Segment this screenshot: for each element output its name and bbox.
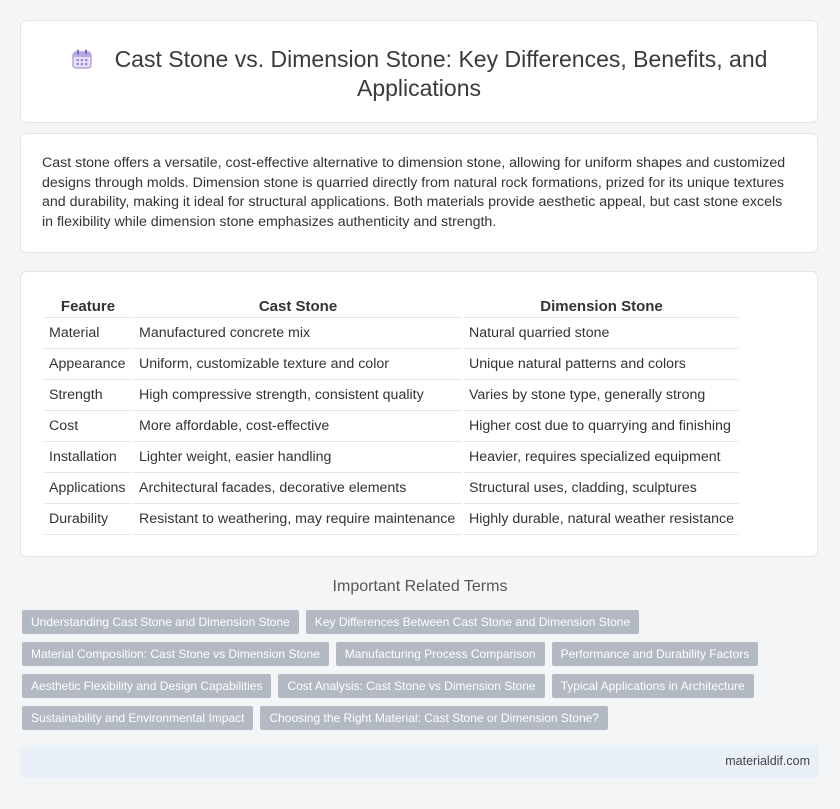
related-term-tag[interactable]: Cost Analysis: Cast Stone vs Dimension Stone: [278, 674, 544, 698]
feature-cell: Cost: [44, 411, 132, 442]
comparison-card: [20, 271, 818, 557]
table-row: [44, 349, 739, 380]
table-row: [44, 504, 739, 535]
table-row: [44, 411, 739, 442]
table-header-row: [44, 295, 739, 318]
intro-paragraph: Cast stone offers a versatile, cost-effective alternative to dimension stone, allowing for uniform shapes and customized designs through molds. Dimension stone is quarried directly from natural rock formations, prized for its unique textures and durability, making it ideal for structural applications. Both materials provide aesthetic appeal, but cast stone excels in flexibility while dimension stone emphasizes authenticity and strength.: [42, 155, 786, 230]
tag-row: [22, 610, 802, 634]
cast-stone-cell: High compressive strength, consistent quality: [134, 380, 462, 411]
related-term-tag[interactable]: Aesthetic Flexibility and Design Capabilities: [22, 674, 271, 698]
related-term-tag[interactable]: Key Differences Between Cast Stone and Dimension Stone: [306, 610, 639, 634]
tag-row: [22, 642, 802, 666]
related-term-tag[interactable]: Manufacturing Process Comparison: [336, 642, 545, 666]
header-dimension-stone: Dimension Stone: [464, 295, 739, 318]
feature-cell: Material: [44, 318, 132, 349]
feature-cell: Appearance: [44, 349, 132, 380]
title-card: [20, 20, 818, 123]
footer-site-link[interactable]: materialdif.com: [725, 754, 810, 768]
related-terms-list: [22, 610, 802, 738]
footer-bar: [20, 745, 819, 778]
related-term-tag[interactable]: Material Composition: Cast Stone vs Dimension Stone: [22, 642, 329, 666]
related-term-tag[interactable]: Understanding Cast Stone and Dimension Stone: [22, 610, 299, 634]
dimension-stone-cell: Higher cost due to quarrying and finishing: [464, 411, 739, 442]
dimension-stone-cell: Natural quarried stone: [464, 318, 739, 349]
cast-stone-cell: Lighter weight, easier handling: [134, 442, 462, 473]
feature-cell: Applications: [44, 473, 132, 504]
cast-stone-cell: Architectural facades, decorative elements: [134, 473, 462, 504]
tag-row: [22, 706, 802, 730]
dimension-stone-cell: Heavier, requires specialized equipment: [464, 442, 739, 473]
comparison-table: [42, 295, 741, 535]
feature-cell: Durability: [44, 504, 132, 535]
related-term-tag[interactable]: Choosing the Right Material: Cast Stone or Dimension Stone?: [260, 706, 608, 730]
calendar-icon: [71, 48, 93, 70]
related-term-tag[interactable]: Performance and Durability Factors: [552, 642, 759, 666]
dimension-stone-cell: Highly durable, natural weather resistance: [464, 504, 739, 535]
related-term-tag[interactable]: Sustainability and Environmental Impact: [22, 706, 253, 730]
intro-card: [20, 133, 818, 253]
cast-stone-cell: Resistant to weathering, may require maintenance: [134, 504, 462, 535]
related-terms-heading: Important Related Terms: [332, 578, 508, 595]
cast-stone-cell: More affordable, cost-effective: [134, 411, 462, 442]
dimension-stone-cell: Unique natural patterns and colors: [464, 349, 739, 380]
header-feature: Feature: [44, 295, 132, 318]
table-row: [44, 442, 739, 473]
cast-stone-cell: Manufactured concrete mix: [134, 318, 462, 349]
dimension-stone-cell: Varies by stone type, generally strong: [464, 380, 739, 411]
page-title-wrap: [21, 45, 817, 103]
table-row: [44, 380, 739, 411]
table-row: [44, 318, 739, 349]
tag-row: [22, 674, 802, 698]
dimension-stone-cell: Structural uses, cladding, sculptures: [464, 473, 739, 504]
feature-cell: Strength: [44, 380, 132, 411]
cast-stone-cell: Uniform, customizable texture and color: [134, 349, 462, 380]
table-row: [44, 473, 739, 504]
header-cast-stone: Cast Stone: [134, 295, 462, 318]
page-title: Cast Stone vs. Dimension Stone: Key Differences, Benefits, and Applications: [114, 46, 768, 101]
related-term-tag[interactable]: Typical Applications in Architecture: [552, 674, 754, 698]
feature-cell: Installation: [44, 442, 132, 473]
